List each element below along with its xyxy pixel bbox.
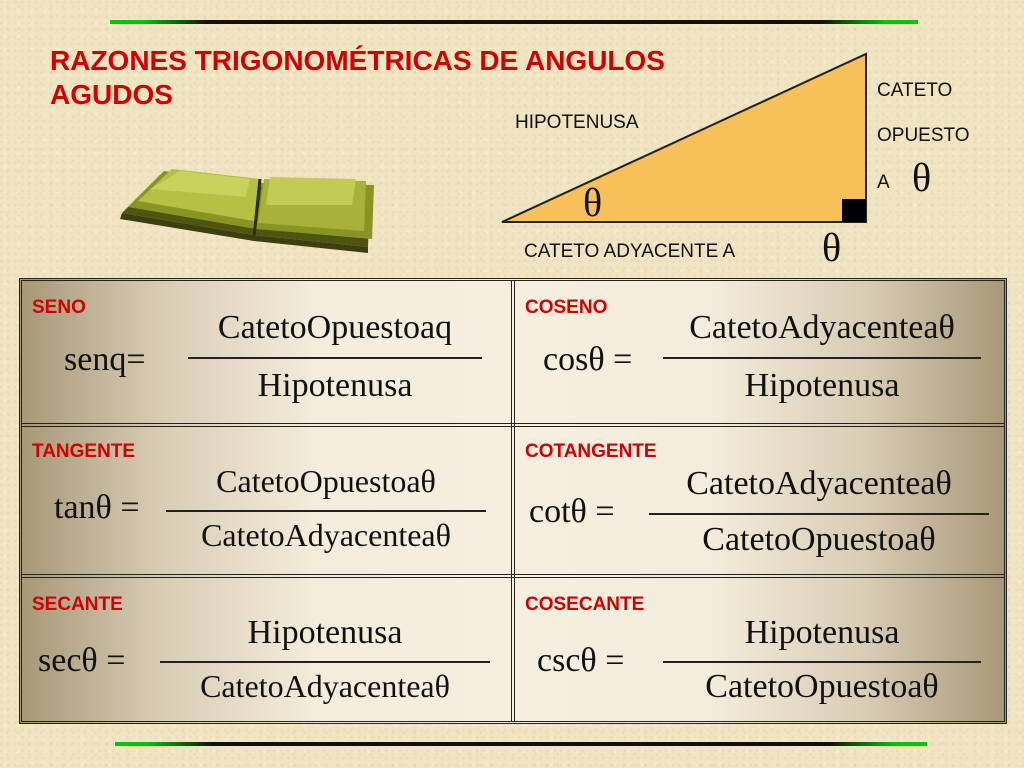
fraction-bar bbox=[188, 357, 482, 359]
adjacent-label: CATETO ADYACENTE A bbox=[524, 241, 736, 262]
formula-lhs: cscθ = bbox=[537, 642, 625, 679]
cell-coseno bbox=[515, 281, 1004, 423]
opposite-label-line-3: A bbox=[877, 172, 890, 193]
fraction-bar bbox=[160, 661, 490, 663]
title-line-1: RAZONES TRIGONOMÉTRICAS DE ANGULOS bbox=[50, 45, 665, 76]
formula-denominator: Hipotenusa bbox=[257, 367, 413, 404]
cell-label: COSECANTE bbox=[525, 594, 645, 615]
formula-numerator: Hipotenusa bbox=[247, 614, 403, 651]
cell-label: SECANTE bbox=[32, 594, 123, 615]
formula-numerator: Hipotenusa bbox=[744, 614, 900, 651]
opposite-label-line-2: OPUESTO bbox=[877, 125, 970, 146]
formula-denominator: CatetoAdyacenteaθ bbox=[201, 517, 451, 553]
right-angle-marker bbox=[842, 199, 866, 222]
formula-denominator: CatetoOpuestoaθ bbox=[702, 521, 936, 558]
title-line-2: AGUDOS bbox=[50, 79, 173, 110]
formula-lhs: tanθ = bbox=[54, 489, 140, 526]
cell-label: TANGENTE bbox=[32, 441, 136, 462]
fraction-bar bbox=[166, 510, 486, 512]
formula-numerator: CatetoAdyacenteaθ bbox=[686, 465, 952, 502]
right-triangle-diagram bbox=[500, 50, 872, 226]
formula-lhs: cosθ = bbox=[543, 341, 633, 378]
formula-lhs: senq= bbox=[64, 341, 146, 378]
angle-theta: θ bbox=[583, 180, 603, 225]
cell-secante bbox=[22, 578, 511, 721]
formula-table bbox=[19, 278, 1007, 724]
opposite-theta: θ bbox=[912, 155, 932, 200]
adjacent-theta: θ bbox=[822, 225, 842, 270]
cell-seno bbox=[22, 281, 511, 423]
cell-cotangente bbox=[515, 427, 1004, 574]
opposite-label-line-1: CATETO bbox=[877, 80, 953, 101]
formula-numerator: CatetoAdyacenteaθ bbox=[689, 309, 955, 346]
formula-numerator: CatetoOpuestoaq bbox=[217, 309, 453, 346]
formula-lhs: secθ = bbox=[38, 642, 126, 679]
cell-tangente bbox=[22, 427, 511, 574]
cell-cosecante bbox=[515, 578, 1004, 721]
fraction-bar bbox=[663, 357, 981, 359]
formula-lhs: cotθ = bbox=[529, 493, 615, 530]
formula-denominator: CatetoAdyacenteaθ bbox=[200, 668, 450, 704]
bottom-divider-bar bbox=[115, 742, 927, 746]
open-book-icon bbox=[120, 165, 380, 255]
cell-label: COSENO bbox=[525, 297, 608, 318]
hypotenuse-label: HIPOTENUSA bbox=[515, 112, 639, 133]
triangle-shape bbox=[502, 54, 866, 225]
formula-denominator: Hipotenusa bbox=[744, 367, 900, 404]
formula-numerator: CatetoOpuestoaθ bbox=[216, 463, 436, 499]
top-divider-bar bbox=[110, 20, 918, 24]
formula-denominator: CatetoOpuestoaθ bbox=[705, 668, 939, 705]
cell-label: COTANGENTE bbox=[525, 441, 657, 462]
fraction-bar bbox=[649, 513, 989, 515]
cell-label: SENO bbox=[32, 297, 86, 318]
fraction-bar bbox=[663, 661, 981, 663]
